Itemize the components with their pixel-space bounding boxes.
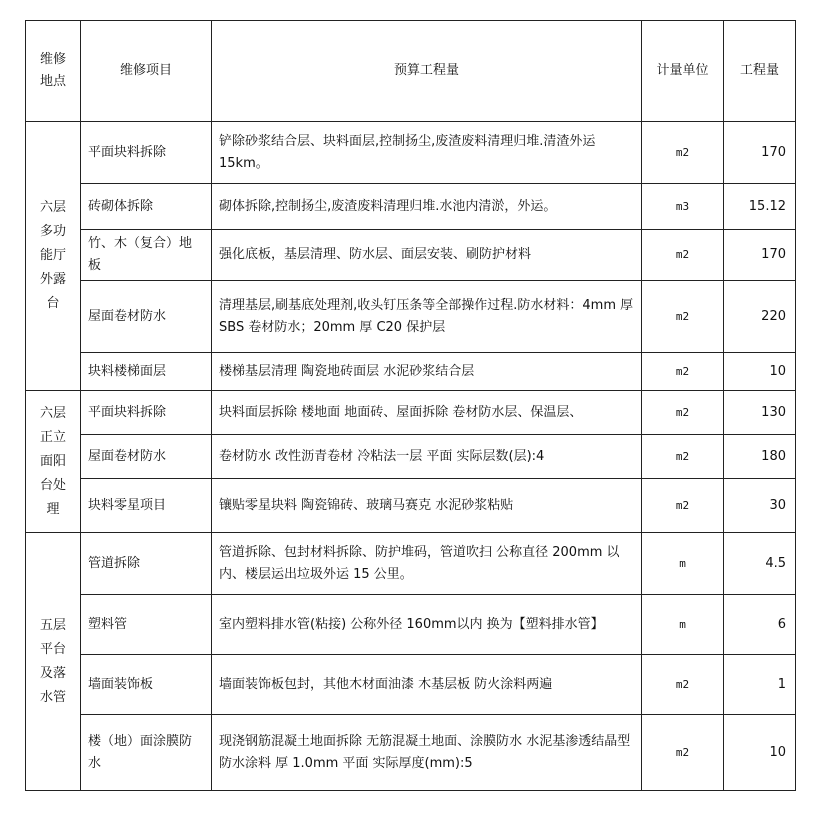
table-row [26,391,796,435]
qty-cell: 4.5 [724,533,796,595]
desc-cell: 砌体拆除,控制扬尘,废渣废料清理归堆.水池内清淤，外运。 [212,184,642,230]
desc-cell: 铲除砂浆结合层、块料面层,控制扬尘,废渣废料清理归堆.清渣外运 15km。 [212,122,642,184]
unit-cell: m2 [642,230,724,281]
desc-cell: 管道拆除、包封材料拆除、防护堆码，管道吹扫 公称直径 200mm 以内、楼层运出垃圾外运 15 公里。 [212,533,642,595]
item-cell: 塑料管 [81,595,212,655]
table-row [26,655,796,715]
table-row [26,715,796,791]
table-row [26,435,796,479]
desc-cell: 镶贴零星块料 陶瓷锦砖、玻璃马赛克 水泥砂浆粘贴 [212,479,642,533]
location-cell: 五层 平台 及落 水管 [26,533,81,791]
item-cell: 管道拆除 [81,533,212,595]
qty-cell: 220 [724,281,796,353]
header-item: 维修项目 [81,21,212,122]
desc-cell: 楼梯基层清理 陶瓷地砖面层 水泥砂浆结合层 [212,353,642,391]
desc-cell: 清理基层,刷基底处理剂,收头钉压条等全部操作过程.防水材料：4mm 厚 SBS 卷材防水；20mm 厚 C20 保护层 [212,281,642,353]
header-row [26,21,796,122]
item-cell: 砖砌体拆除 [81,184,212,230]
unit-cell: m2 [642,479,724,533]
qty-cell: 170 [724,230,796,281]
item-cell: 竹、木（复合）地板 [81,230,212,281]
table-row [26,122,796,184]
qty-cell: 130 [724,391,796,435]
desc-cell: 强化底板，基层清理、防水层、面层安装、刷防护材料 [212,230,642,281]
item-cell: 墙面装饰板 [81,655,212,715]
location-cell: 六层 正立 面阳 台处 理 [26,391,81,533]
qty-cell: 180 [724,435,796,479]
table-row [26,184,796,230]
unit-cell: m [642,595,724,655]
item-cell: 屋面卷材防水 [81,281,212,353]
table-row [26,533,796,595]
item-cell: 平面块料拆除 [81,391,212,435]
qty-cell: 1 [724,655,796,715]
desc-cell: 墙面装饰板包封，其他木材面油漆 木基层板 防火涂料两遍 [212,655,642,715]
item-cell: 平面块料拆除 [81,122,212,184]
qty-cell: 15.12 [724,184,796,230]
desc-cell: 卷材防水 改性沥青卷材 冷粘法一层 平面 实际层数(层):4 [212,435,642,479]
item-cell: 屋面卷材防水 [81,435,212,479]
unit-cell: m [642,533,724,595]
qty-cell: 10 [724,353,796,391]
desc-cell: 室内塑料排水管(粘接) 公称外径 160mm以内 换为【塑料排水管】 [212,595,642,655]
header-desc: 预算工程量 [212,21,642,122]
table-row [26,595,796,655]
unit-cell: m2 [642,281,724,353]
item-cell: 块料楼梯面层 [81,353,212,391]
table-row [26,281,796,353]
table-row [26,353,796,391]
unit-cell: m2 [642,715,724,791]
qty-cell: 6 [724,595,796,655]
unit-cell: m2 [642,391,724,435]
unit-cell: m3 [642,184,724,230]
unit-cell: m2 [642,435,724,479]
repair-estimate-table [25,20,796,791]
header-unit: 计量单位 [642,21,724,122]
header-location: 维修 地点 [26,21,81,122]
desc-cell: 块料面层拆除 楼地面 地面砖、屋面拆除 卷材防水层、保温层、 [212,391,642,435]
unit-cell: m2 [642,353,724,391]
location-cell: 六层 多功 能厅 外露 台 [26,122,81,391]
qty-cell: 30 [724,479,796,533]
qty-cell: 10 [724,715,796,791]
unit-cell: m2 [642,655,724,715]
qty-cell: 170 [724,122,796,184]
table-row [26,479,796,533]
header-qty: 工程量 [724,21,796,122]
item-cell: 块料零星项目 [81,479,212,533]
item-cell: 楼（地）面涂膜防水 [81,715,212,791]
table-row [26,230,796,281]
unit-cell: m2 [642,122,724,184]
desc-cell: 现浇钢筋混凝土地面拆除 无筋混凝土地面、涂膜防水 水泥基渗透结晶型防水涂料 厚 1.0mm 平面 实际厚度(mm):5 [212,715,642,791]
